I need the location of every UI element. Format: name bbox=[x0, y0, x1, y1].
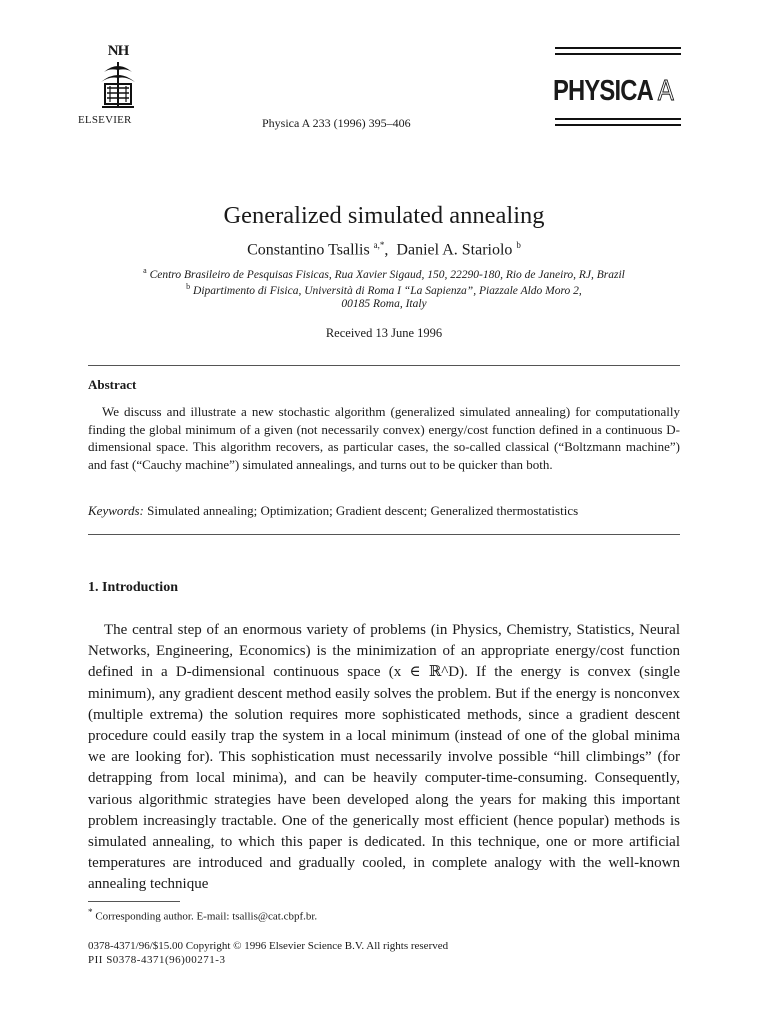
article-title: Generalized simulated annealing bbox=[223, 202, 545, 229]
divider bbox=[88, 365, 680, 366]
masthead-rule bbox=[555, 118, 681, 120]
logo-text: NH bbox=[107, 43, 129, 59]
keywords bbox=[88, 503, 680, 519]
author-mark: b bbox=[516, 240, 521, 250]
affiliation-mark: a bbox=[143, 266, 147, 275]
journal-title bbox=[553, 75, 673, 108]
tree-emblem-icon bbox=[96, 60, 140, 110]
publisher-name: ELSEVIER bbox=[78, 114, 132, 126]
masthead-rule bbox=[555, 53, 681, 55]
journal-citation: Physica A 233 (1996) 395–406 bbox=[262, 116, 411, 130]
masthead-rule bbox=[555, 47, 681, 49]
journal-letter: A bbox=[657, 75, 673, 107]
body-paragraph: The central step of an enormous variety of problems (in Physics, Chemistry, Statistics, Neural Networks, Engineering, Economics) is the minimization of an appropriate energy/cost function defined in a D-dimensional continuous space (x ∈ ℝ^D). If the energy is convex (single minimum), any gradient descent method easily solves the problem. But if the energy is nonconvex (multiple extrema) the solution requires more sophisticated methods, since a gradient descent procedure could easily trap the system in a local minimum (instead of one of the global minima we are looking for). This sophistication must necessarily involve possible “hill climbings” (for detrapping from local minima), and can be heavily computer-time-consuming. Consequently, various algorithmic strategies have been developed along the years for making this important problem increasingly tractable. One of the generically most efficient (hence popular) methods is simulated annealing, to which this paper is dedicated. In this technique, one or more artificial temperatures are introduced and gradually cooled, in complete analogy with the well-known annealing technique bbox=[88, 622, 680, 893]
publisher-logo bbox=[88, 44, 148, 110]
author-name: Daniel A. Stariolo bbox=[396, 241, 513, 259]
affiliation-text: 00185 Roma, Italy bbox=[341, 298, 427, 310]
affiliation bbox=[0, 298, 768, 310]
footnote-mark: * bbox=[88, 907, 93, 917]
affiliation-text: Dipartimento di Fisica, Università di Roma I “La Sapienza”, Piazzale Aldo Moro 2, bbox=[193, 284, 582, 297]
affiliation-mark: b bbox=[186, 282, 191, 291]
affiliation-text: Centro Brasileiro de Pesquisas Fisicas, Rua Xavier Sigaud, 150, 22290-180, Rio de Janeiro, RJ, Brazil bbox=[149, 268, 625, 281]
abstract-heading: Abstract bbox=[88, 377, 137, 392]
copyright-line: 0378-4371/96/$15.00 Copyright © 1996 Elsevier Science B.V. All rights reserved bbox=[88, 940, 449, 952]
divider bbox=[88, 534, 680, 535]
pii-line: PII S0378-4371(96)00271-3 bbox=[88, 954, 226, 966]
keywords-label: Keywords: bbox=[88, 503, 144, 518]
author-list: Constantino Tsallis $^{a,*}$, Daniel A. Stariolo $^b$ bbox=[247, 240, 521, 259]
footnote-text: Corresponding author. E-mail: tsallis@cat.cbpf.br. bbox=[95, 910, 318, 923]
received-date: Received 13 June 1996 bbox=[325, 326, 443, 340]
abstract-text: We discuss and illustrate a new stochastic algorithm (generalized simulated annealing) for computationally finding the global minimum of a given (not necessarily convex) energy/cost function defined in a continuous D-dimensional space. This algorithm recovers, as particular cases, the so-called classical (“Boltzmann machine”) and fast (“Cauchy machine”) simulated annealings, and turns out to be quicker than both. bbox=[88, 404, 680, 472]
affiliation bbox=[0, 282, 768, 297]
footnote bbox=[88, 907, 317, 923]
affiliation bbox=[0, 266, 768, 281]
footnote-rule bbox=[88, 901, 180, 902]
section-heading: 1. Introduction bbox=[88, 580, 178, 595]
author-mark: a,* bbox=[373, 240, 385, 250]
journal-name: PHYSICA bbox=[553, 75, 653, 107]
masthead-rule bbox=[555, 124, 681, 126]
author-name: Constantino Tsallis bbox=[247, 241, 370, 259]
keywords-text: Simulated annealing; Optimization; Gradient descent; Generalized thermostatistics bbox=[147, 503, 579, 518]
